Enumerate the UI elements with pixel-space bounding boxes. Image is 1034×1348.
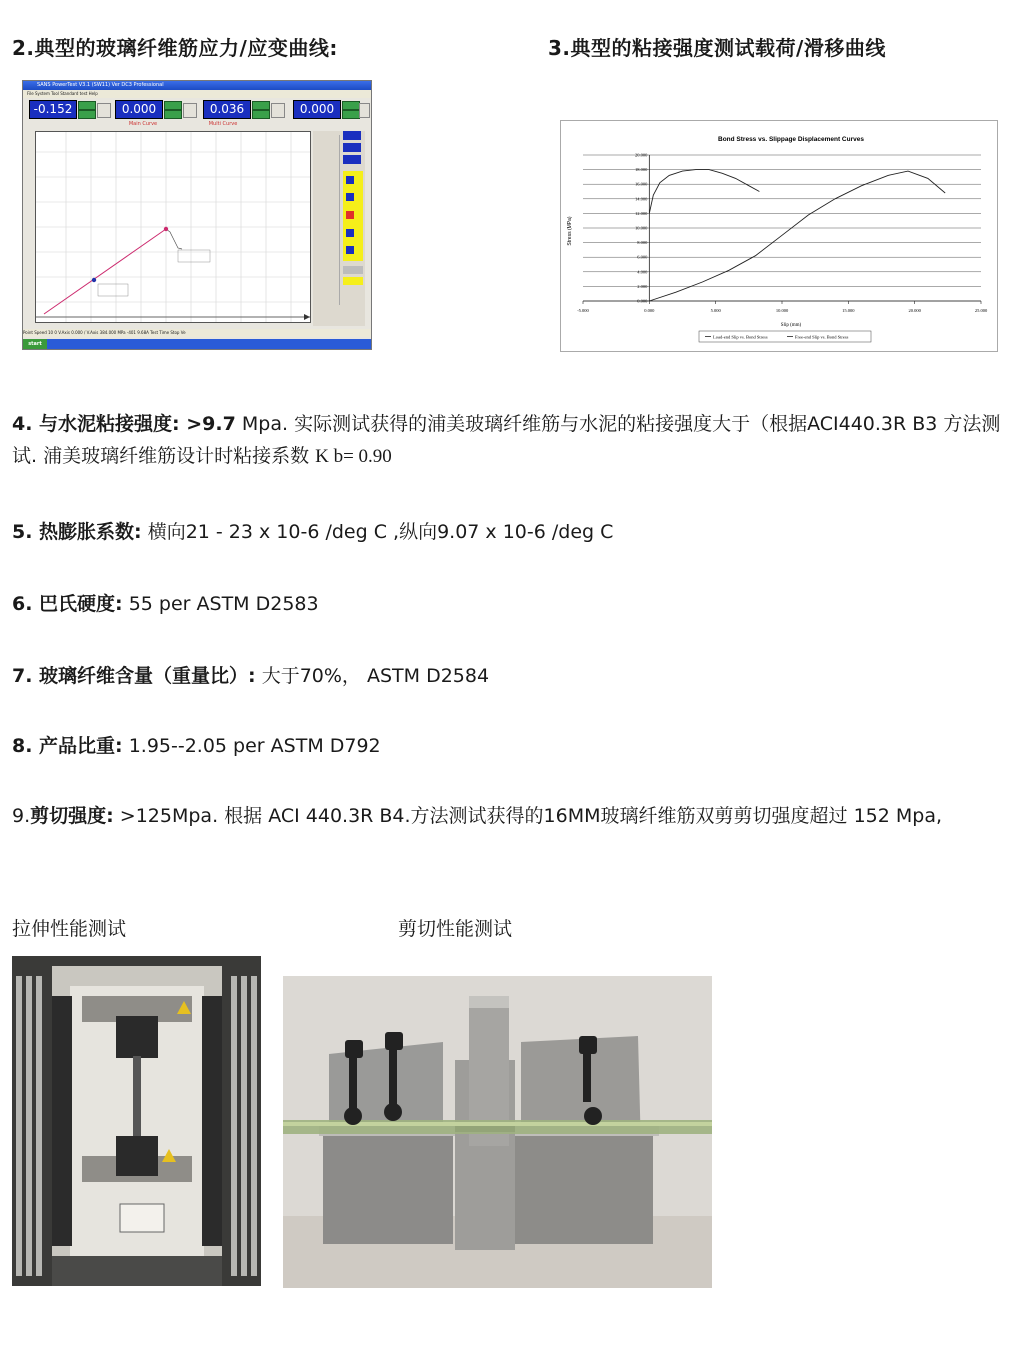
stop-icon (346, 211, 354, 219)
down-arrow-icon (346, 246, 354, 254)
green-button (342, 101, 360, 110)
up-arrow-icon (346, 176, 354, 184)
y-tick-label: 0.000 (637, 298, 648, 304)
bond-coefficient: K b= 0.90 (315, 446, 392, 467)
tensile-machine-illustration (12, 956, 261, 1286)
yellow-button (343, 277, 363, 285)
break-point-marker (164, 227, 168, 231)
x-tick-label: 15.000 (842, 308, 855, 313)
para-thermal-expansion (12, 516, 1022, 548)
x-tick-label: 10.000 (775, 308, 789, 313)
shear-number: 9. (12, 805, 31, 827)
green-button (164, 101, 182, 110)
y-tick-label: 12.000 (634, 210, 648, 216)
caption-shear-test: 剪切性能测试 (398, 918, 513, 940)
y-axis-label: Stress (MPa) (567, 216, 573, 246)
thermal-expansion-text: 横向21 - 23 x 10-6 /deg C ,纵向9.07 x 10-6 /deg C (141, 521, 614, 543)
tab-main-curve: Main Curve (128, 121, 158, 127)
bond-strength-text: Mpa. 实际测试获得的浦美玻璃纤维筋与水泥的粘接强度大于（根据ACI440.3R B3 方法测试. 浦美玻璃纤维筋设计时粘接系数 (12, 413, 1001, 467)
status-bar: Point Speed 10 0 V.Axis 0.000 / V.Axis 384.000 MPa -401 9.68A Test Time Stop Ve (23, 329, 371, 337)
x-tick-label: 20.000 (908, 308, 921, 313)
y-tick-label: 8.000 (637, 240, 648, 246)
y-tick-label: 6.000 (637, 254, 648, 260)
y-tick-label: 16.000 (634, 181, 648, 187)
para-shear-strength (12, 800, 1022, 832)
specific-gravity-label: 8. 产品比重: (12, 735, 123, 757)
readout-displacement: 0.036 (203, 100, 251, 119)
y-tick-label: 20.000 (634, 152, 648, 158)
x-tick-label: 5.000 (710, 308, 721, 313)
heading-bond-slip: 3.典型的粘接强度测试载荷/滑移曲线 (548, 36, 886, 60)
green-button (164, 110, 182, 119)
y-tick-label: 4.000 (637, 269, 648, 275)
y-tick-label: 18.000 (634, 167, 648, 173)
y-tick-label: 2.000 (637, 283, 648, 289)
shear-strength-label: 剪切强度: (30, 805, 114, 827)
y-tick-label: 14.000 (634, 196, 648, 202)
tensile-test-photo (12, 956, 261, 1286)
zero-button (359, 103, 370, 118)
heading-stress-strain: 2.典型的玻璃纤维筋应力/应变曲线: (12, 36, 338, 60)
down-arrow-icon (346, 229, 354, 237)
series-load-end (649, 170, 759, 214)
green-button (342, 110, 360, 119)
y-tick-label: 10.000 (634, 225, 648, 231)
test-software-screenshot (22, 80, 372, 350)
stress-strain-svg (36, 132, 310, 322)
bond-strength-label: 4. 与水泥粘接强度: >9.7 (12, 413, 236, 435)
options-list (315, 135, 340, 305)
up-arrow-icon (346, 193, 354, 201)
glass-content-label: 7. 玻璃纤维含量（重量比）: (12, 665, 256, 687)
thermal-expansion-label: 5. 热膨胀系数: (12, 521, 142, 543)
caption-tensile-test: 拉伸性能测试 (12, 918, 127, 940)
green-button (78, 110, 96, 119)
window-title: SANS PowerTest V3.1 (SW11) Ver DC3 Professional (23, 81, 371, 90)
run-button (343, 266, 363, 274)
hardness-text: 55 per ASTM D2583 (122, 593, 319, 615)
control-button (343, 131, 361, 140)
green-button (78, 101, 96, 110)
para-bond-strength (12, 408, 1022, 473)
x-tick-label: 0.000 (644, 308, 655, 313)
x-axis-label: Slip (mm) (780, 323, 802, 328)
zero-button (271, 103, 285, 118)
para-glass-content (12, 660, 1022, 692)
green-button (252, 110, 270, 119)
zero-button (183, 103, 197, 118)
control-button (343, 143, 361, 152)
control-side-panel (313, 131, 365, 326)
chart-title: Bond Stress vs. Slippage Displacement Curves (718, 136, 864, 143)
shear-fixture-illustration (283, 976, 712, 1288)
bond-stress-chart (560, 120, 998, 352)
x-tick-label: -5.000 (577, 308, 589, 313)
hardness-label: 6. 巴氏硬度: (12, 593, 123, 615)
readout-stress: 0.000 (115, 100, 163, 119)
taskbar (23, 339, 371, 349)
readout-force: -0.152 (29, 100, 77, 119)
para-barcol-hardness (12, 588, 1022, 620)
green-button (252, 101, 270, 110)
yield-point-marker (92, 278, 96, 282)
tab-multi-curve: Multi Curve (208, 121, 238, 127)
para-specific-gravity (12, 730, 1022, 762)
stress-strain-plot (35, 131, 311, 323)
specific-gravity-text: 1.95--2.05 per ASTM D792 (122, 735, 381, 757)
shear-strength-text: >125Mpa. 根据 ACI 440.3R B4.方法测试获得的16MM玻璃纤维筋双剪剪切强度超过 152 Mpa, (113, 805, 943, 827)
glass-content-text: 大于70%， ASTM D2584 (255, 665, 490, 687)
legend-free-end: Free-end Slip vs. Bond Stress (795, 334, 849, 340)
x-tick-label: 25.000 (974, 308, 988, 313)
menu-bar: File System Tool Standard test Help (23, 90, 371, 98)
legend-load-end: Load-end Slip vs. Bond Stress (713, 334, 768, 340)
bond-stress-svg (561, 121, 997, 351)
zero-button (97, 103, 111, 118)
start-button: start (23, 339, 47, 349)
stress-strain-line (44, 229, 166, 314)
shear-test-photo (283, 976, 712, 1288)
yield-annotation (98, 284, 128, 296)
readout-strain: 0.000 (293, 100, 341, 119)
control-button (343, 155, 361, 164)
fracture-line (166, 229, 182, 249)
series-free-end (649, 171, 945, 301)
